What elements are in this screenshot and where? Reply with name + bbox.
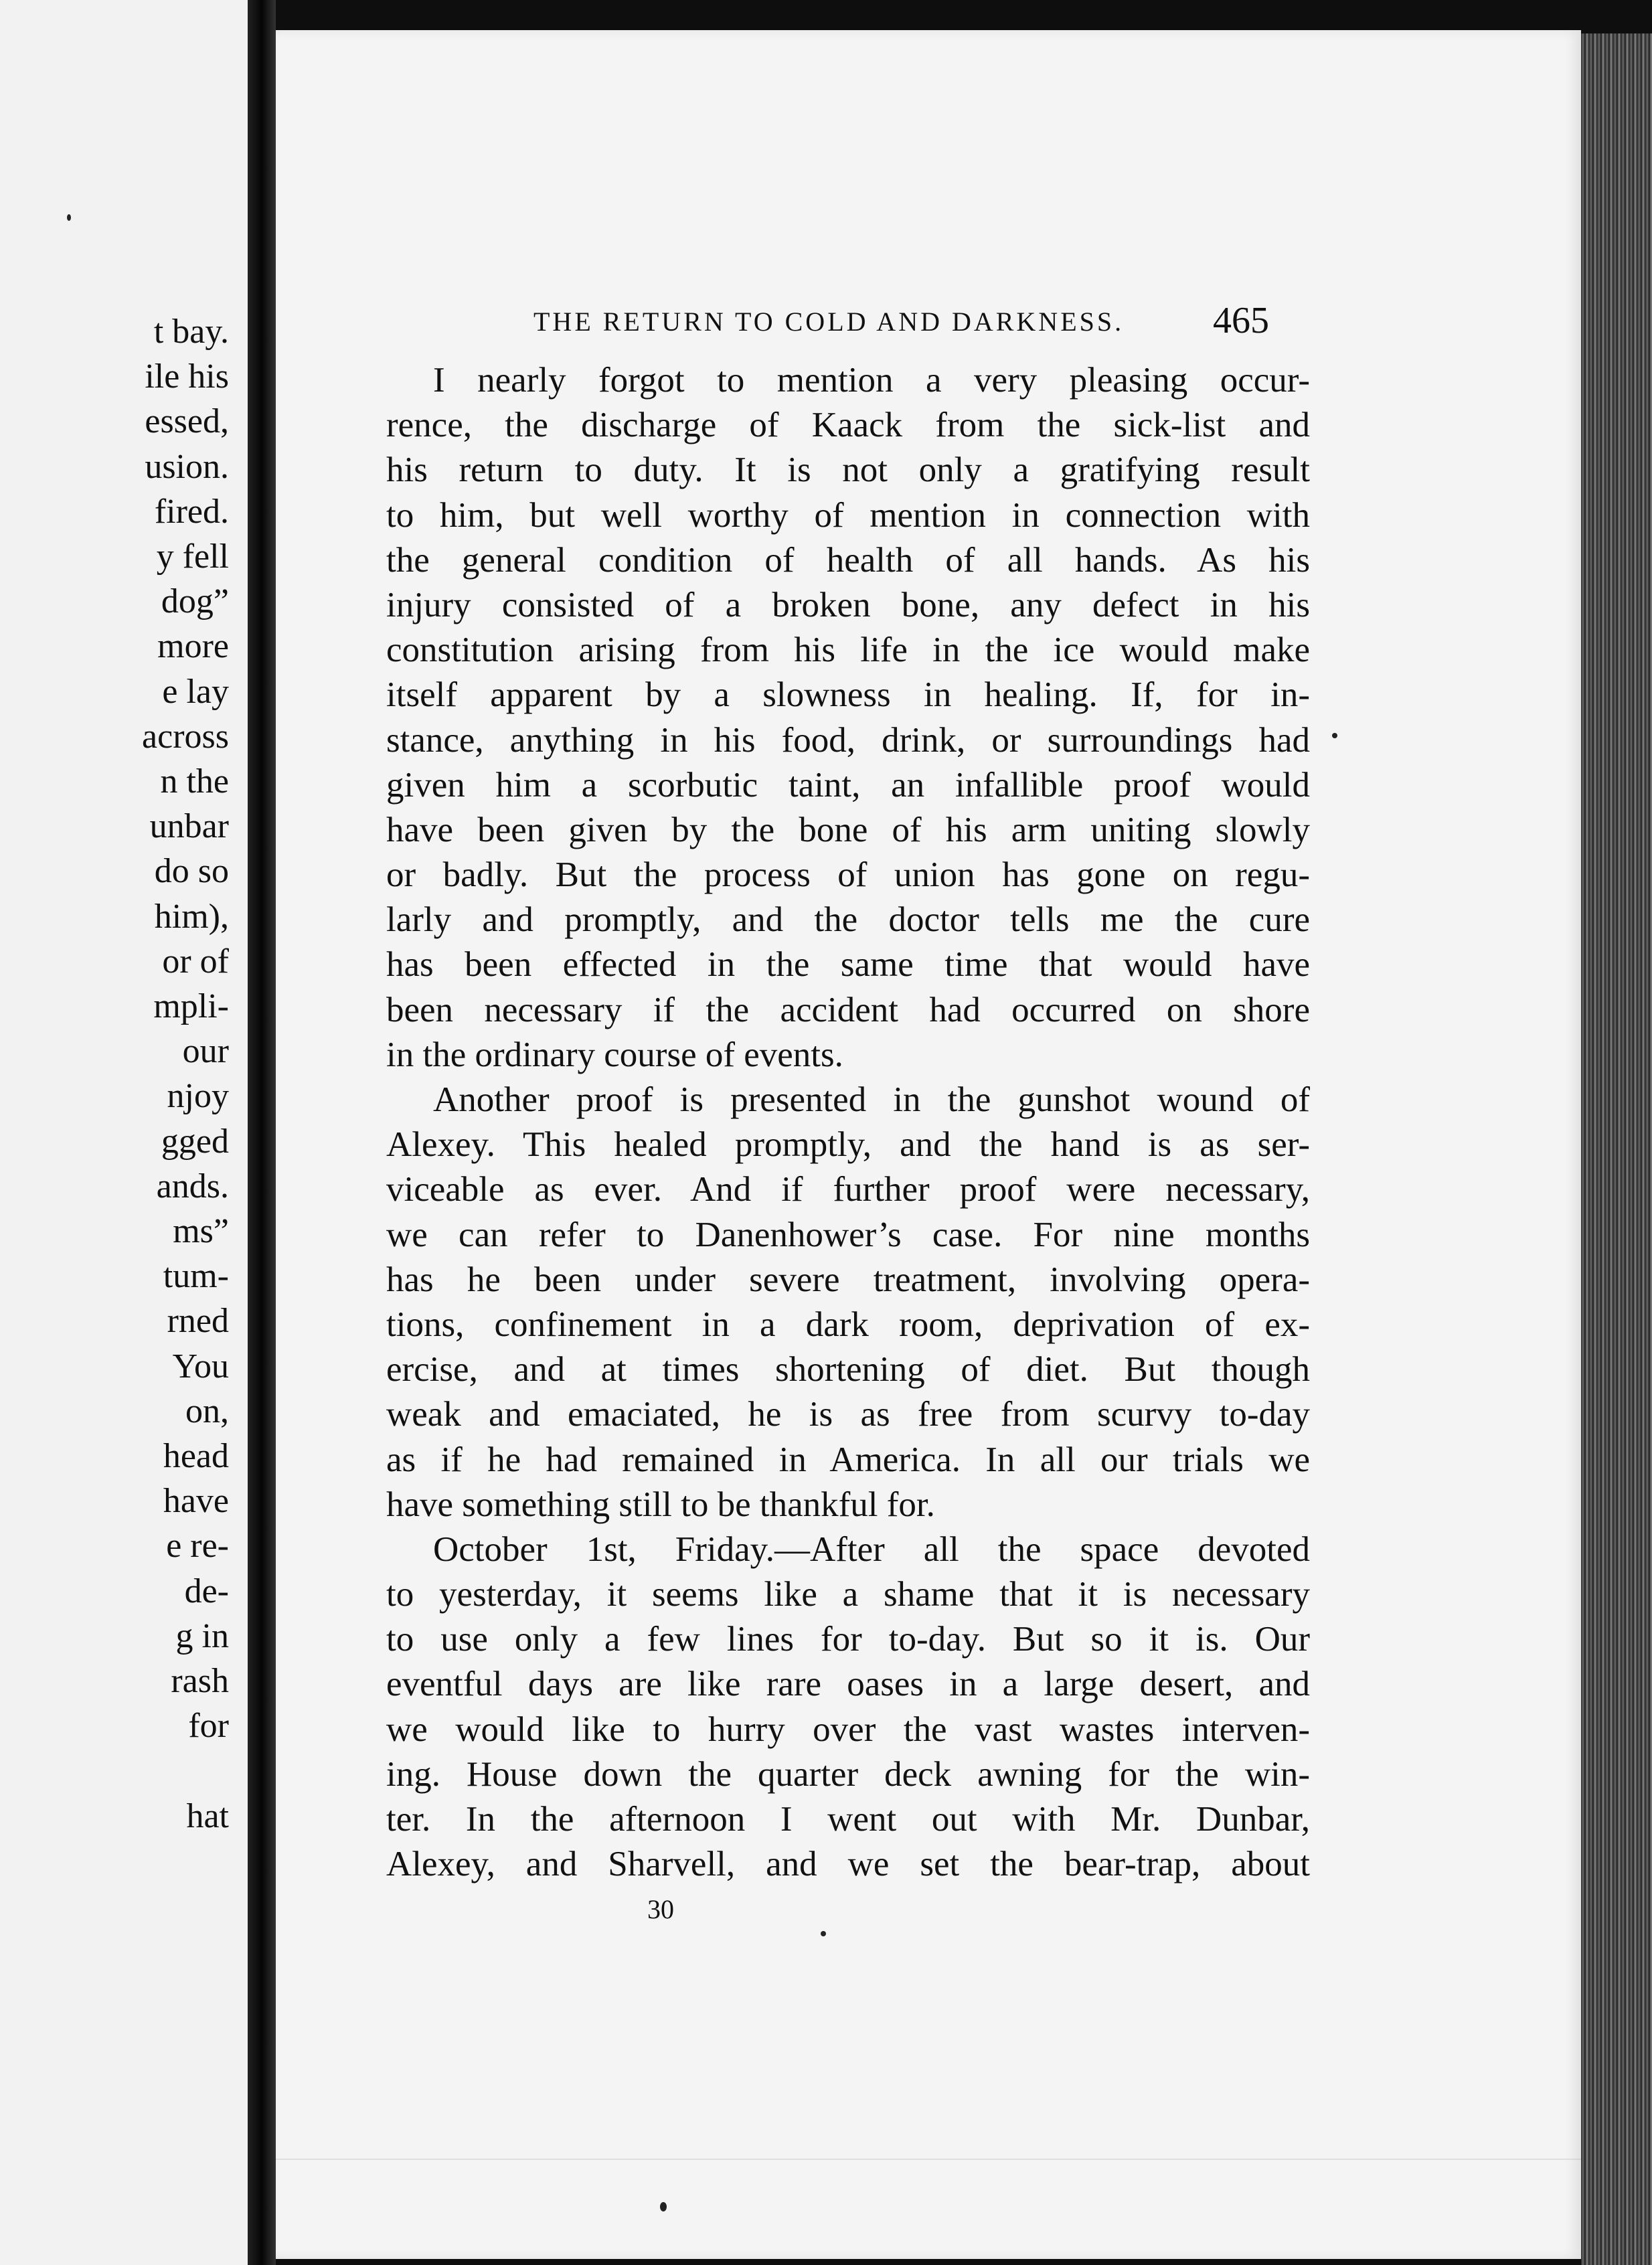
body-line: injury consisted of a broken bone, any defect in his	[386, 585, 1310, 624]
left-page-line: e re-	[166, 1527, 229, 1566]
left-page-line: dog”	[161, 582, 229, 621]
left-page-line: ands.	[156, 1167, 229, 1205]
body-line: larly and promptly, and the doctor tells me the cure	[386, 900, 1310, 940]
body-line: his return to duty. It is not only a gratifying result	[386, 450, 1310, 490]
body-line: ing. House down the quarter deck awning for the win-	[386, 1754, 1310, 1794]
body-text	[386, 358, 1578, 1887]
body-line: we can refer to Danenhower’s case. For nine months	[386, 1215, 1310, 1254]
body-line: to use only a few lines for to-day. But so it is. Our	[386, 1620, 1310, 1659]
page-number: 465	[1213, 300, 1269, 341]
signature-folio: 30	[647, 1894, 674, 1924]
left-page-line: tum-	[163, 1257, 229, 1296]
left-page-line: n the	[160, 762, 229, 801]
body-line: in the ordinary course of events.	[386, 1035, 843, 1074]
body-line: I nearly forgot to mention a very pleasing occur-	[433, 361, 1310, 400]
body-line: weak and emaciated, he is as free from scurvy to-day	[386, 1395, 1310, 1434]
running-head	[276, 272, 1581, 341]
body-line: rence, the discharge of Kaack from the sick-list and	[386, 406, 1310, 445]
body-line: constitution arising from his life in the ice would make	[386, 631, 1310, 670]
left-page-line: y fell	[156, 537, 229, 576]
body-line: has he been under severe treatment, involving opera-	[386, 1260, 1310, 1299]
left-page-line: hat	[186, 1796, 229, 1835]
book-gutter	[248, 0, 276, 2265]
body-line: have been given by the bone of his arm uniting slowly	[386, 810, 1310, 849]
body-line: Alexey. This healed promptly, and the hand is as ser-	[386, 1125, 1310, 1165]
left-page-line: gged	[161, 1122, 229, 1161]
left-page-line: t bay.	[153, 313, 229, 351]
body-line: stance, anything in his food, drink, or surroundings had	[386, 720, 1310, 760]
body-line: has been effected in the same time that would have	[386, 945, 1310, 985]
left-page-line: rned	[167, 1302, 229, 1341]
speck-mark	[821, 1931, 826, 1936]
body-line: given him a scorbutic taint, an infallible proof would	[386, 765, 1310, 805]
body-line: the general condition of health of all hands. As his	[386, 540, 1310, 580]
left-page-line: on,	[185, 1392, 229, 1430]
body-line: as if he had remained in America. In all our trials we	[386, 1440, 1310, 1479]
speck-mark	[1332, 733, 1337, 738]
body-line: tions, confinement in a dark room, deprivation of ex-	[386, 1305, 1310, 1344]
page-edges	[1581, 33, 1652, 2265]
left-page-line: have	[163, 1482, 229, 1521]
body-line: October 1st, Friday.—After all the space devoted	[433, 1529, 1310, 1569]
body-line: Alexey, and Sharvell, and we set the bear-trap, about	[386, 1845, 1310, 1884]
left-page-line: unbar	[149, 807, 229, 846]
right-page	[276, 30, 1581, 2259]
left-page-line: our	[182, 1032, 229, 1071]
left-page-line: njoy	[167, 1077, 229, 1116]
left-page-line: across	[142, 717, 229, 756]
body-line: we would like to hurry over the vast wastes interven-	[386, 1709, 1310, 1749]
page-stain	[276, 2159, 1581, 2160]
left-page-line: more	[157, 627, 229, 666]
body-line: itself apparent by a slowness in healing. If, for in-	[386, 675, 1310, 715]
body-line: to yesterday, it seems like a shame that it is necessary	[386, 1575, 1310, 1614]
body-line: eventful days are like rare oases in a large desert, and	[386, 1665, 1310, 1704]
body-line: been necessary if the accident had occurred on shore	[386, 990, 1310, 1029]
left-page-line: ms”	[173, 1212, 229, 1250]
body-line: viceable as ever. And if further proof were necessary,	[386, 1170, 1310, 1209]
body-line: ercise, and at times shortening of diet. But though	[386, 1350, 1310, 1390]
left-page-line: mpli-	[153, 987, 229, 1025]
left-page-line: rash	[171, 1662, 229, 1700]
body-line: or badly. But the process of union has gone on regu-	[386, 855, 1310, 895]
left-page-line: essed,	[145, 402, 229, 441]
body-line: Another proof is presented in the gunshot wound of	[433, 1080, 1310, 1119]
body-line: to him, but well worthy of mention in connection with	[386, 495, 1310, 535]
speck-mark	[660, 2202, 667, 2211]
left-page-line: e lay	[162, 672, 229, 711]
left-page-line: de-	[184, 1572, 229, 1610]
left-page-line: usion.	[145, 447, 229, 486]
left-page-line: fired.	[154, 492, 229, 531]
left-page-line: ile his	[145, 357, 229, 396]
left-page-line: him),	[154, 897, 229, 936]
left-page	[0, 0, 248, 2265]
speck-mark	[67, 214, 71, 221]
left-page-line: You	[172, 1347, 229, 1386]
running-title: THE RETURN TO COLD AND DARKNESS.	[533, 307, 1125, 337]
left-page-line: or of	[162, 942, 229, 981]
left-page-line: for	[188, 1707, 229, 1746]
body-line: have something still to be thankful for.	[386, 1485, 935, 1524]
left-page-line: head	[163, 1437, 229, 1475]
left-page-line: g in	[175, 1616, 229, 1655]
left-page-line: do so	[154, 852, 229, 891]
body-line: ter. In the afternoon I went out with Mr. Dunbar,	[386, 1800, 1310, 1839]
